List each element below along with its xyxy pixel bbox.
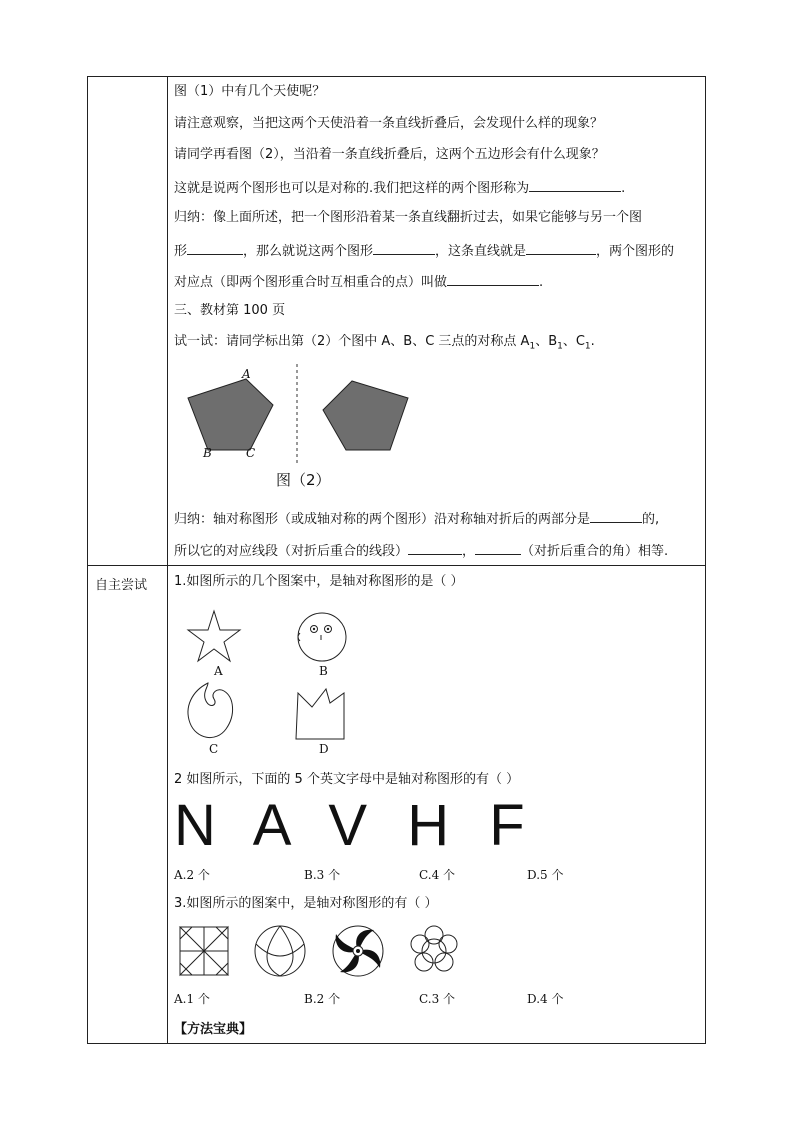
method-heading: 【方法宝典】 [174, 1022, 253, 1037]
q3-option-d: D.4 个 [527, 992, 564, 1006]
summary-text: . [539, 275, 544, 290]
try-tail: 、$B_1$、$C_1$. [535, 334, 595, 352]
summary-line-2 [174, 242, 674, 260]
axis-summary-line-1 [174, 510, 659, 528]
q2-option-a: A.2 个 [174, 868, 210, 882]
blank-field[interactable] [447, 273, 539, 286]
summary-text: ，那么就说这两个图形 [243, 244, 374, 259]
summary-line-3 [174, 273, 543, 291]
q1-label-a: A [214, 664, 223, 678]
blank-field[interactable] [475, 542, 521, 555]
trefoil-circle-icon [255, 926, 305, 976]
subscript: 1 [584, 341, 591, 352]
left-pentagon [188, 379, 273, 450]
section-heading: 三、教材第 100 页 [174, 303, 286, 318]
face-icon [298, 613, 346, 661]
statement-end: . [621, 181, 626, 196]
statement-text: 这就是说两个图形也可以是对称的.我们把这样的两个图形称为 [174, 181, 530, 196]
q3-option-c: C.3 个 [419, 992, 456, 1006]
question-1: 1.如图所示的几个图案中，是轴对称图形的是（ ） [174, 574, 464, 589]
subscript: 1 [529, 341, 536, 352]
q1-figures [180, 605, 380, 745]
question-pentagon: 请同学再看图（2），当沿着一条直线折叠后，这两个五边形会有什么现象？ [174, 147, 605, 162]
q2-option-b: B.3 个 [304, 868, 341, 882]
question-angels: 图（1）中有几个天使呢？ [174, 84, 326, 99]
q3-option-a: A.1 个 [174, 992, 210, 1006]
q2-option-d: D.5 个 [527, 868, 564, 882]
summary-text: 形 [174, 244, 188, 259]
q1-label-b: B [319, 664, 328, 678]
summary-text: ，两个图形的 [596, 244, 675, 259]
point-a-label: A [242, 367, 251, 381]
try-instruction [174, 334, 595, 355]
blank-field[interactable] [529, 179, 621, 192]
leaf-shape-icon [188, 683, 233, 738]
statement-line [174, 179, 625, 197]
column-divider [167, 76, 168, 1044]
axis-summary-line-2 [174, 542, 668, 560]
summary-text: 对应点（即两个图形重合时互相重合的点）叫做 [174, 275, 448, 290]
summary-text: 所以它的对应线段（对折后重合的线段） [174, 544, 409, 559]
summary-line-1: 归纳：像上面所述，把一个图形沿着某一条直线翻折过去，如果它能够与另一个图 [174, 210, 643, 225]
point-c-label: C [246, 446, 256, 460]
q3-option-b: B.2 个 [304, 992, 341, 1006]
summary-text: ， [462, 544, 476, 559]
swirl-icon [333, 926, 383, 976]
question-2: 2 如图所示，下面的 5 个英文字母中是轴对称图形的有（ ） [174, 772, 520, 787]
try-text: 试一试：请同学标出第（2）个图中 A、B、C 三点的对称点 A [174, 334, 530, 349]
row-divider [87, 565, 706, 566]
pinwheel-icon [180, 927, 228, 975]
question-fold: 请注意观察，当把这两个天使沿着一条直线折叠后，会发现什么样的现象？ [174, 116, 604, 131]
right-pentagon [323, 381, 408, 450]
summary-text: 的, [642, 512, 660, 527]
point-b-label: B [203, 446, 212, 460]
q2-option-c: C.4 个 [419, 868, 456, 882]
crown-shape-icon [296, 689, 344, 739]
blank-field[interactable] [590, 510, 642, 523]
summary-text: 归纳：轴对称图形（或成轴对称的两个图形）沿对称轴对折后的两部分是 [174, 512, 591, 527]
figure-caption: 图（2） [276, 471, 331, 489]
flower-icon [411, 926, 457, 971]
subscript: 1 [557, 341, 563, 352]
star-icon [188, 611, 240, 661]
blank-field[interactable] [408, 542, 462, 555]
blank-field[interactable] [187, 242, 243, 255]
q1-label-c: C [209, 742, 219, 756]
q3-figures [176, 922, 476, 982]
summary-text: ，这条直线就是 [435, 244, 527, 259]
summary-text: （对折后重合的角）相等. [521, 544, 669, 559]
blank-field[interactable] [373, 242, 435, 255]
question-3: 3.如图所示的图案中，是轴对称图形的有（ ） [174, 896, 438, 911]
row-label: 自主尝试 [95, 578, 148, 593]
blank-field[interactable] [526, 242, 596, 255]
q1-label-d: D [319, 742, 329, 756]
english-letters: N A V H F [174, 793, 537, 858]
